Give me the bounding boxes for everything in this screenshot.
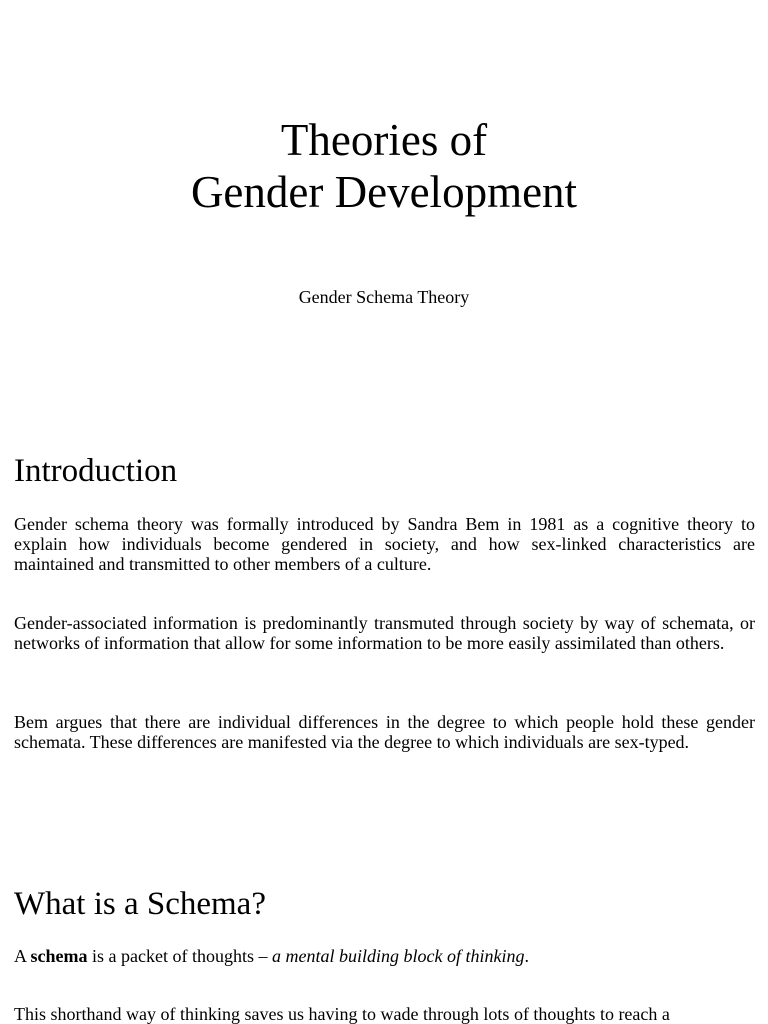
intro-paragraph-2: Gender-associated information is predominantly transmuted through society by way of schemata, or networks of information that allow for some information to be more easily assimilated than others. — [14, 613, 755, 653]
schema-def-middle: is a packet of thoughts – — [87, 946, 272, 966]
section-heading-introduction: Introduction — [14, 453, 178, 489]
intro-paragraph-3: Bem argues that there are individual differences in the degree to which people hold these gender schemata. These differences are manifested via the degree to which individuals are sex-typed. — [14, 712, 755, 752]
schema-def-emphasis: a mental building block of thinking — [271, 946, 525, 966]
section-heading-what-is-a-schema: What is a Schema? — [14, 886, 266, 922]
schema-term: schema — [30, 946, 88, 966]
schema-definition-paragraph — [14, 946, 755, 966]
document-subtitle: Gender Schema Theory — [298, 287, 470, 307]
title-line-1: Theories of — [280, 115, 488, 165]
schema-paragraph-2: This shorthand way of thinking saves us having to wade through lots of thoughts to reach a — [14, 1004, 670, 1024]
title-line-2: Gender Development — [190, 167, 578, 217]
intro-paragraph-1: Gender schema theory was formally introduced by Sandra Bem in 1981 as a cognitive theory to explain how individuals become gendered in society, and how sex-linked characteristics are maintained and transmitted to other members of a culture. — [14, 514, 755, 574]
document-title — [0, 114, 768, 218]
schema-def-prefix: A — [14, 946, 31, 966]
schema-def-suffix: . — [524, 946, 529, 966]
